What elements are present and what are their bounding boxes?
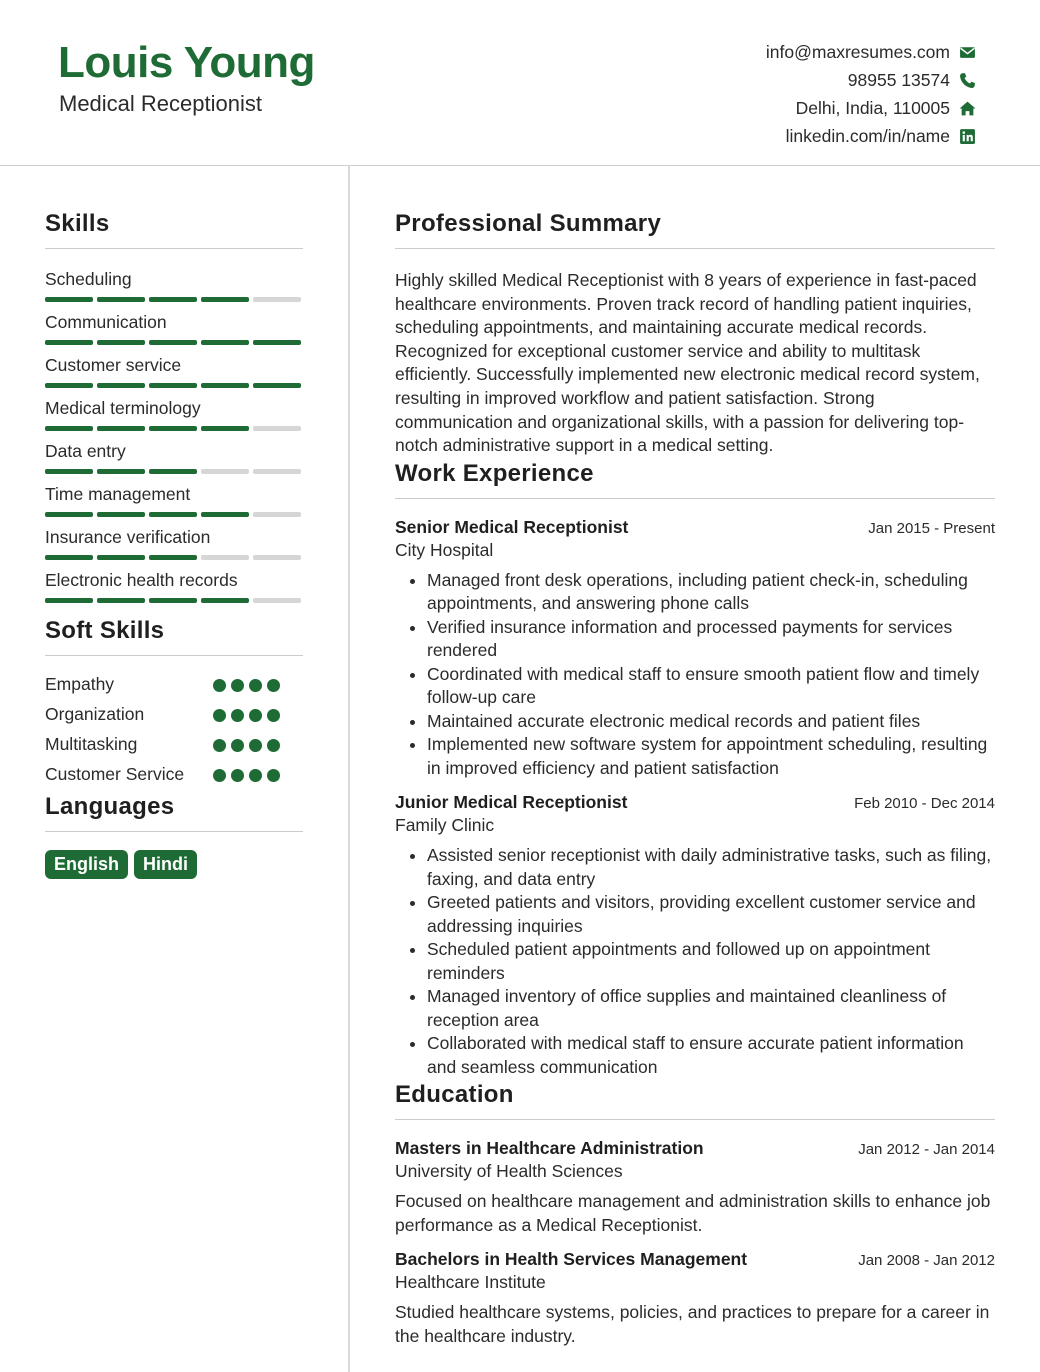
- skill-item: [45, 267, 303, 302]
- job-bullet: • Scheduled patient appointments and followed up on appointment reminders: [427, 938, 995, 985]
- education-list: [395, 1138, 995, 1348]
- skill-label: Communication: [45, 312, 167, 332]
- skill-level-segment: [45, 555, 93, 560]
- education-description: Focused on healthcare management and administration skills to enhance job performance as a Medical Receptionist.: [395, 1191, 991, 1235]
- skill-item: [45, 568, 303, 603]
- soft-skill-rating: [213, 763, 280, 782]
- skill-level-segment: [45, 297, 93, 302]
- skill-level-segment: [45, 512, 93, 517]
- column-divider: [348, 166, 350, 1372]
- soft-skill-label: Organization: [45, 704, 145, 724]
- job-bullets: [395, 844, 995, 1079]
- job-header: [395, 792, 995, 813]
- skill-item: [45, 396, 303, 431]
- soft-skills-list: [45, 673, 303, 786]
- rating-dot: [267, 769, 280, 782]
- job-bullet: • Coordinated with medical staff to ensure smooth patient flow and timely follow-up care: [427, 663, 995, 710]
- job-bullet: • Implemented new software system for appointment scheduling, resulting in improved efficiency and patient satisfaction: [427, 733, 995, 780]
- skill-level-segment: [253, 469, 301, 474]
- skill-label: Medical terminology: [45, 398, 201, 418]
- summary-text: Highly skilled Medical Receptionist with 8 years of experience in fast-paced healthcare environments. Proven track record of handling patient inquiries, scheduling appointments, and maintaining accurate medical records. Recognized for exceptional customer service and ability to multitask efficiently. Successfully implemented new electronic medical record system, resulting in improved workflow and patient satisfaction. Strong communication and organizational skills, with a passion for delivering top-notch administrative support in a medical setting.: [395, 270, 980, 456]
- languages-list: [45, 850, 303, 879]
- job-bullet: • Maintained accurate electronic medical records and patient files: [427, 710, 995, 734]
- soft-skill-item: [45, 703, 303, 726]
- rating-dot: [231, 709, 244, 722]
- job-header: [395, 517, 995, 538]
- skills-heading: Skills: [45, 210, 303, 249]
- job-organization: Family Clinic: [395, 815, 495, 836]
- skill-item: [45, 439, 303, 474]
- contact-email[interactable]: [766, 38, 976, 66]
- rating-dot: [231, 769, 244, 782]
- education-date: Jan 2012 - Jan 2014: [858, 1141, 995, 1159]
- skill-label: Time management: [45, 484, 191, 504]
- skill-level-segment: [45, 426, 93, 431]
- education-degree: Masters in Healthcare Administration: [395, 1138, 704, 1159]
- soft-skill-rating: [213, 703, 280, 722]
- skill-level-segment: [201, 555, 249, 560]
- skill-level-segment: [97, 340, 145, 345]
- skill-level-segment: [97, 426, 145, 431]
- skill-item: [45, 353, 303, 388]
- left-column: [45, 210, 303, 879]
- education-school: University of Health Sciences: [395, 1161, 623, 1182]
- contact-list: [766, 38, 976, 150]
- skill-item: [45, 525, 303, 560]
- language-badge: English: [45, 850, 128, 879]
- education-entry: [395, 1249, 995, 1348]
- skill-level-segment: [97, 469, 145, 474]
- education-header: [395, 1249, 995, 1270]
- skill-level-segment: [253, 555, 301, 560]
- envelope-icon: [958, 43, 976, 61]
- contact-phone[interactable]: [766, 66, 976, 94]
- rating-dot: [267, 679, 280, 692]
- skill-level-segment: [253, 297, 301, 302]
- candidate-role: Medical Receptionist: [59, 91, 262, 116]
- education-school: Healthcare Institute: [395, 1272, 546, 1293]
- skill-level-segment: [149, 383, 197, 388]
- skill-level-segment: [45, 383, 93, 388]
- soft-skill-label: Empathy: [45, 674, 115, 694]
- skill-level-segment: [149, 512, 197, 517]
- contact-linkedin[interactable]: [766, 122, 976, 150]
- education-date: Jan 2008 - Jan 2012: [858, 1252, 995, 1270]
- skill-level-segment: [201, 340, 249, 345]
- job-bullet: • Greeted patients and visitors, providing excellent customer service and addressing inquiries: [427, 891, 995, 938]
- rating-dot: [231, 679, 244, 692]
- skill-level-segment: [97, 297, 145, 302]
- skill-item: [45, 310, 303, 345]
- soft-skill-label: Customer Service: [45, 764, 185, 784]
- rating-dot: [249, 709, 262, 722]
- education-heading: Education: [395, 1081, 995, 1120]
- skill-level-segment: [201, 512, 249, 517]
- skill-level-segment: [45, 340, 93, 345]
- skill-level-segment: [253, 383, 301, 388]
- education-degree: Bachelors in Health Services Management: [395, 1249, 748, 1270]
- education-entry: [395, 1138, 995, 1237]
- job-bullets: [395, 569, 995, 781]
- rating-dot: [213, 709, 226, 722]
- job-entry: [395, 517, 995, 781]
- skill-level-bar: [45, 340, 303, 345]
- resume-header: [0, 0, 1040, 166]
- skill-level-segment: [253, 426, 301, 431]
- skill-level-segment: [253, 512, 301, 517]
- experience-heading: Work Experience: [395, 460, 995, 499]
- phone-icon: [958, 71, 976, 89]
- rating-dot: [249, 769, 262, 782]
- soft-skill-item: [45, 673, 303, 696]
- skill-level-segment: [253, 598, 301, 603]
- job-bullet: • Verified insurance information and processed payments for services rendered: [427, 616, 995, 663]
- job-entry: [395, 792, 995, 1079]
- job-bullet: • Managed front desk operations, including patient check-in, scheduling appointments, and answering phone calls: [427, 569, 995, 616]
- job-bullet: • Collaborated with medical staff to ensure accurate patient information and seamless communication: [427, 1032, 995, 1079]
- skill-level-segment: [201, 426, 249, 431]
- home-icon: [958, 99, 976, 117]
- skill-level-segment: [201, 469, 249, 474]
- job-title: Junior Medical Receptionist: [395, 792, 628, 813]
- soft-skill-label: Multitasking: [45, 734, 138, 754]
- skill-level-segment: [97, 512, 145, 517]
- rating-dot: [213, 679, 226, 692]
- rating-dot: [213, 739, 226, 752]
- skill-level-segment: [97, 555, 145, 560]
- skill-label: Insurance verification: [45, 527, 211, 547]
- skill-level-segment: [45, 469, 93, 474]
- skill-level-segment: [201, 383, 249, 388]
- skill-label: Electronic health records: [45, 570, 238, 590]
- skill-level-segment: [97, 383, 145, 388]
- job-bullet: • Managed inventory of office supplies and maintained cleanliness of reception area: [427, 985, 995, 1032]
- rating-dot: [267, 709, 280, 722]
- skill-level-segment: [201, 297, 249, 302]
- soft-skill-item: [45, 733, 303, 756]
- soft-skill-rating: [213, 733, 280, 752]
- skill-level-segment: [201, 598, 249, 603]
- contact-location-text: Delhi, India, 110005: [795, 97, 950, 118]
- summary-heading: Professional Summary: [395, 210, 995, 249]
- contact-location: [766, 94, 976, 122]
- skill-level-segment: [149, 297, 197, 302]
- education-header: [395, 1138, 995, 1159]
- skill-level-bar: [45, 297, 303, 302]
- skill-label: Customer service: [45, 355, 182, 375]
- rating-dot: [249, 739, 262, 752]
- linkedin-icon: [958, 127, 976, 145]
- soft-skills-heading: Soft Skills: [45, 617, 303, 656]
- job-date: Jan 2015 - Present: [868, 519, 995, 537]
- languages-heading: Languages: [45, 793, 303, 832]
- soft-skill-rating: [213, 673, 280, 692]
- skill-level-bar: [45, 512, 303, 517]
- skill-level-segment: [253, 340, 301, 345]
- rating-dot: [213, 769, 226, 782]
- skill-level-segment: [45, 598, 93, 603]
- contact-phone-text[interactable]: 98955 13574: [847, 69, 950, 90]
- rating-dot: [231, 739, 244, 752]
- skill-level-segment: [149, 598, 197, 603]
- experience-list: [395, 517, 995, 1080]
- education-description: Studied healthcare systems, policies, and practices to prepare for a career in the healthcare industry.: [395, 1302, 990, 1346]
- contact-email-text[interactable]: info@maxresumes.com: [765, 41, 950, 62]
- job-organization: City Hospital: [395, 539, 494, 560]
- rating-dot: [267, 739, 280, 752]
- skill-level-segment: [149, 340, 197, 345]
- language-badge: Hindi: [134, 850, 197, 879]
- job-bullet: • Assisted senior receptionist with daily administrative tasks, such as filing, faxing, and data entry: [427, 844, 995, 891]
- skill-level-segment: [149, 469, 197, 474]
- skill-level-bar: [45, 383, 303, 388]
- contact-linkedin-text[interactable]: linkedin.com/in/name: [785, 125, 950, 146]
- job-title: Senior Medical Receptionist: [395, 516, 629, 537]
- rating-dot: [249, 679, 262, 692]
- skill-level-bar: [45, 555, 303, 560]
- right-column: [395, 210, 995, 1348]
- skill-label: Scheduling: [45, 269, 132, 289]
- skill-level-bar: [45, 598, 303, 603]
- skill-level-segment: [149, 426, 197, 431]
- skill-level-bar: [45, 426, 303, 431]
- skill-level-bar: [45, 469, 303, 474]
- soft-skill-item: [45, 763, 303, 786]
- skill-level-segment: [149, 555, 197, 560]
- skills-list: [45, 267, 303, 603]
- skill-label: Data entry: [45, 441, 126, 461]
- job-date: Feb 2010 - Dec 2014: [854, 795, 995, 813]
- skill-level-segment: [97, 598, 145, 603]
- skill-item: [45, 482, 303, 517]
- candidate-name: Louis Young: [58, 38, 315, 87]
